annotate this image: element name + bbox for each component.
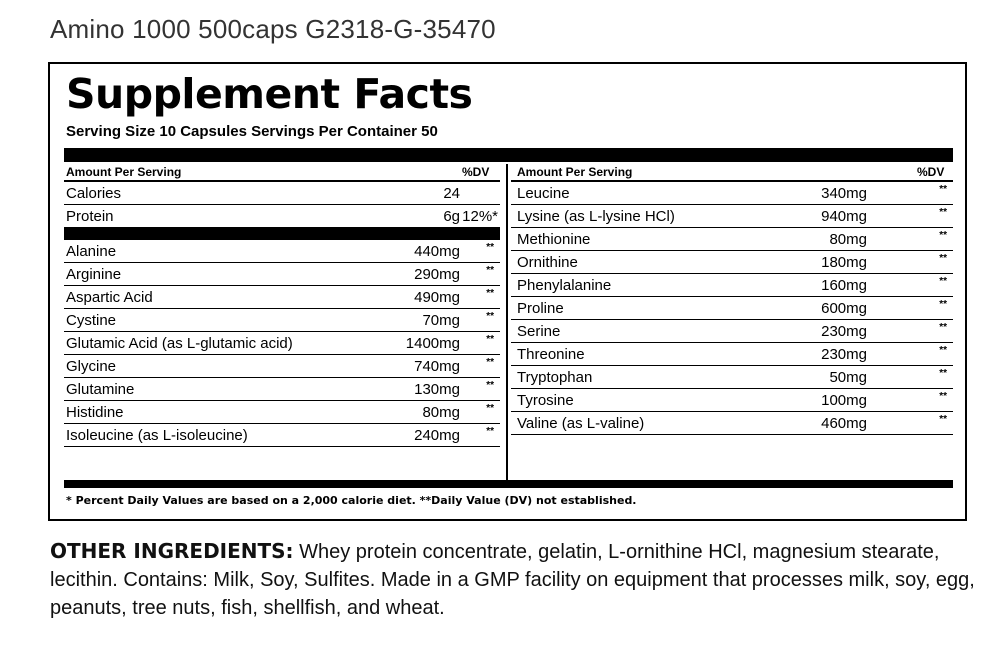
nutrient-name: Tryptophan xyxy=(517,369,593,386)
nutrient-amount: 70mg xyxy=(422,312,460,329)
nutrient-name: Calories xyxy=(66,185,122,202)
serving-info: Serving Size 10 Capsules Servings Per Container 50 xyxy=(66,123,438,140)
nutrient-row xyxy=(511,205,953,228)
nutrient-dv: ** xyxy=(939,322,947,333)
nutrient-row xyxy=(511,389,953,412)
nutrient-name: Ornithine xyxy=(517,254,578,271)
nutrient-dv: ** xyxy=(939,184,947,195)
nutrient-amount: 230mg xyxy=(821,346,867,363)
nutrient-row xyxy=(64,424,500,447)
nutrient-amount: 240mg xyxy=(414,427,460,444)
nutrient-row xyxy=(511,366,953,389)
nutrient-amount: 80mg xyxy=(829,231,867,248)
nutrient-name: Valine (as L-valine) xyxy=(517,415,645,432)
dv-label: %DV xyxy=(462,165,490,179)
nutrient-name: Serine xyxy=(517,323,561,340)
nutrient-name: Glycine xyxy=(66,358,117,375)
nutrient-name: Methionine xyxy=(517,231,591,248)
nutrient-dv: 12%* xyxy=(462,208,498,225)
nutrient-name: Isoleucine (as L-isoleucine) xyxy=(66,427,248,444)
nutrient-row xyxy=(511,320,953,343)
nutrient-row xyxy=(64,263,500,286)
nutrient-name: Phenylalanine xyxy=(517,277,612,294)
nutrient-amount: 940mg xyxy=(821,208,867,225)
top-thick-bar xyxy=(64,148,953,162)
bottom-bar xyxy=(64,480,953,488)
supplement-facts-panel xyxy=(48,62,967,521)
nutrient-dv: ** xyxy=(486,334,494,345)
nutrient-dv: ** xyxy=(486,242,494,253)
nutrient-dv: ** xyxy=(939,345,947,356)
other-ingredients-text: Whey protein concentrate, gelatin, L-ornithine HCl, magnesium stearate, lecithin. Contains: Milk, Soy, Sulfites. Made in a GMP facility on equipment that processes milk, soy, egg, peanuts, tree nuts, fish, shellfish, and wheat. xyxy=(50,541,975,619)
nutrient-dv: ** xyxy=(939,207,947,218)
nutrient-name: Protein xyxy=(66,208,114,225)
nutrient-name: Alanine xyxy=(66,243,117,260)
nutrient-dv: ** xyxy=(939,368,947,379)
nutrient-row xyxy=(64,355,500,378)
nutrient-dv: ** xyxy=(939,391,947,402)
nutrient-row xyxy=(511,297,953,320)
nutrient-name: Glutamic Acid (as L-glutamic acid) xyxy=(66,335,293,352)
nutrient-row xyxy=(64,205,500,228)
product-code-header: Amino 1000 500caps G2318-G-35470 xyxy=(50,14,496,44)
nutrient-name: Histidine xyxy=(66,404,124,421)
nutrient-name: Aspartic Acid xyxy=(66,289,153,306)
facts-title: Supplement Facts xyxy=(66,70,473,118)
nutrient-row xyxy=(511,228,953,251)
right-column xyxy=(511,164,953,435)
left-amino-rows xyxy=(64,240,500,447)
dv-footnote: * Percent Daily Values are based on a 2,000 calorie diet. **Daily Value (DV) not established. xyxy=(66,494,637,507)
nutrient-row xyxy=(511,343,953,366)
nutrient-amount: 24 xyxy=(443,185,460,202)
nutrient-dv: ** xyxy=(486,311,494,322)
left-column xyxy=(64,164,500,447)
nutrient-amount: 600mg xyxy=(821,300,867,317)
nutrient-dv: ** xyxy=(486,426,494,437)
nutrient-amount: 230mg xyxy=(821,323,867,340)
nutrient-dv: ** xyxy=(486,265,494,276)
nutrient-amount: 130mg xyxy=(414,381,460,398)
column-divider xyxy=(506,164,508,480)
nutrient-amount: 740mg xyxy=(414,358,460,375)
nutrient-row xyxy=(64,401,500,424)
nutrient-amount: 1400mg xyxy=(405,335,460,352)
dv-label: %DV xyxy=(917,165,945,179)
nutrient-row xyxy=(511,182,953,205)
nutrient-name: Tyrosine xyxy=(517,392,574,409)
nutrient-amount: 180mg xyxy=(821,254,867,271)
nutrient-name: Threonine xyxy=(517,346,585,363)
nutrient-dv: ** xyxy=(939,414,947,425)
nutrient-dv: ** xyxy=(486,357,494,368)
nutrient-dv: ** xyxy=(939,230,947,241)
nutrient-name: Cystine xyxy=(66,312,117,329)
right-amino-rows xyxy=(511,182,953,435)
nutrient-amount: 160mg xyxy=(821,277,867,294)
nutrient-dv: ** xyxy=(486,403,494,414)
other-ingredients xyxy=(50,537,980,622)
amount-per-serving-label: Amount Per Serving xyxy=(66,165,182,179)
nutrient-row xyxy=(64,332,500,355)
nutrient-name: Glutamine xyxy=(66,381,135,398)
right-column-header xyxy=(511,164,953,182)
nutrient-amount: 440mg xyxy=(414,243,460,260)
nutrient-dv: ** xyxy=(939,276,947,287)
nutrient-row xyxy=(64,378,500,401)
nutrient-row xyxy=(64,182,500,205)
nutrient-dv: ** xyxy=(939,253,947,264)
nutrient-name: Proline xyxy=(517,300,564,317)
other-ingredients-label: OTHER INGREDIENTS: xyxy=(50,539,294,563)
nutrient-row xyxy=(64,240,500,263)
nutrient-amount: 460mg xyxy=(821,415,867,432)
nutrient-dv: ** xyxy=(486,288,494,299)
nutrient-amount: 290mg xyxy=(414,266,460,283)
nutrient-dv: ** xyxy=(939,299,947,310)
left-mid-bar xyxy=(64,228,500,240)
amount-per-serving-label: Amount Per Serving xyxy=(517,165,633,179)
nutrient-row xyxy=(511,412,953,435)
nutrient-amount: 50mg xyxy=(829,369,867,386)
nutrient-dv: ** xyxy=(486,380,494,391)
nutrient-name: Lysine (as L-lysine HCl) xyxy=(517,208,675,225)
nutrient-name: Arginine xyxy=(66,266,122,283)
nutrient-amount: 80mg xyxy=(422,404,460,421)
nutrient-row xyxy=(511,274,953,297)
nutrient-name: Leucine xyxy=(517,185,570,202)
left-column-header xyxy=(64,164,500,182)
nutrient-amount: 490mg xyxy=(414,289,460,306)
nutrient-row xyxy=(64,286,500,309)
left-top-rows xyxy=(64,182,500,228)
nutrient-row xyxy=(64,309,500,332)
nutrient-amount: 340mg xyxy=(821,185,867,202)
nutrient-row xyxy=(511,251,953,274)
nutrient-amount: 6g xyxy=(443,208,460,225)
nutrient-amount: 100mg xyxy=(821,392,867,409)
